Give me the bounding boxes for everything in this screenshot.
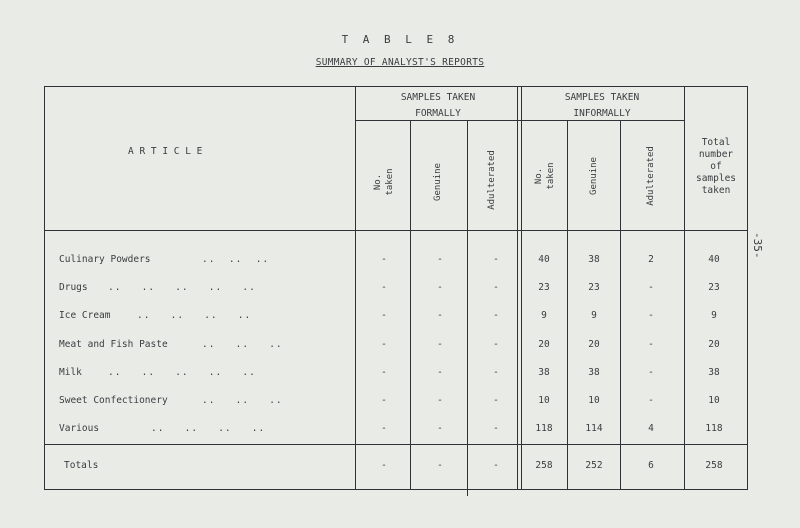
no-label: No. xyxy=(534,167,544,185)
cell-formal-adulterated: - xyxy=(493,395,499,406)
totals-formal-no-taken: - xyxy=(381,460,387,471)
cell-formal-adulterated: - xyxy=(493,339,499,350)
cell-formal-genuine: - xyxy=(437,339,443,350)
totals-informal-adulterated: 6 xyxy=(648,460,654,471)
row-leader-dots: .. .. .. .. .. xyxy=(108,367,256,378)
cell-informal-genuine: 38 xyxy=(588,254,600,265)
cell-formal-adulterated: - xyxy=(493,423,499,434)
cell-formal-no-taken: - xyxy=(381,339,387,350)
cell-formal-genuine: - xyxy=(437,367,443,378)
header-informal-line1: SAMPLES TAKEN xyxy=(564,92,640,103)
row-leader-dots: .. .. .. xyxy=(202,254,270,265)
cell-informal-adulterated: - xyxy=(648,367,654,378)
cell-total: 38 xyxy=(708,367,720,378)
totals-informal-no-taken: 258 xyxy=(535,460,553,471)
subtitle-text: SUMMARY OF ANALYST'S REPORTS xyxy=(315,57,485,68)
header-informal-no-taken xyxy=(533,162,557,189)
table-title: T A B L E 8 xyxy=(341,33,459,46)
totals-formal-adulterated: - xyxy=(493,460,499,471)
cell-total: 40 xyxy=(708,254,720,265)
cell-formal-no-taken: - xyxy=(381,367,387,378)
header-total-1: Total xyxy=(701,137,731,148)
header-informal-genuine: Genuine xyxy=(589,157,599,195)
header-formal-no-taken xyxy=(372,168,396,195)
cell-informal-no-taken: 118 xyxy=(535,423,553,434)
cell-formal-genuine: - xyxy=(437,423,443,434)
taken-label: taken xyxy=(546,162,556,190)
cell-informal-adulterated: - xyxy=(648,339,654,350)
cell-total: 10 xyxy=(708,395,720,406)
no-label: No. xyxy=(373,173,383,191)
col-rule-i2 xyxy=(620,120,621,490)
cell-formal-no-taken: - xyxy=(381,310,387,321)
cell-formal-adulterated: - xyxy=(493,367,499,378)
cell-total: 23 xyxy=(708,282,720,293)
cell-formal-adulterated: - xyxy=(493,282,499,293)
row-article: Meat and Fish Paste xyxy=(59,339,168,350)
header-total-5: taken xyxy=(701,185,731,196)
row-article: Various xyxy=(59,423,100,434)
table-right-border xyxy=(747,86,748,490)
cell-formal-no-taken: - xyxy=(381,395,387,406)
cell-informal-adulterated: - xyxy=(648,310,654,321)
cell-informal-adulterated: - xyxy=(648,282,654,293)
col-rule-formal-b xyxy=(521,86,522,490)
row-article: Culinary Powders xyxy=(59,254,151,265)
group-header-rule xyxy=(355,120,684,121)
col-rule-f2 xyxy=(467,120,468,496)
row-leader-dots: .. .. .. xyxy=(202,395,283,406)
header-article: A R T I C L E xyxy=(128,146,203,157)
cell-formal-adulterated: - xyxy=(493,310,499,321)
header-total-2: number xyxy=(698,149,734,160)
col-rule-article xyxy=(355,86,356,490)
cell-informal-no-taken: 10 xyxy=(538,395,550,406)
header-formal-line1: SAMPLES TAKEN xyxy=(400,92,476,103)
header-informal-adulterated: Adulterated xyxy=(646,146,656,206)
cell-informal-adulterated: 4 xyxy=(648,423,654,434)
totals-formal-genuine: - xyxy=(437,460,443,471)
cell-informal-genuine: 9 xyxy=(591,310,597,321)
row-article: Milk xyxy=(59,367,82,378)
header-informal-line2: INFORMALLY xyxy=(573,108,631,119)
cell-formal-no-taken: - xyxy=(381,282,387,293)
table-left-border xyxy=(44,86,45,490)
header-formal-adulterated: Adulterated xyxy=(487,150,497,210)
col-rule-f1 xyxy=(410,120,411,490)
header-total-3: of xyxy=(710,161,722,172)
col-rule-i1 xyxy=(567,120,568,490)
totals-label: Totals xyxy=(64,460,99,471)
totals-grand-total: 258 xyxy=(705,460,723,471)
cell-formal-no-taken: - xyxy=(381,423,387,434)
row-leader-dots: .. .. .. .. xyxy=(151,423,266,434)
cell-formal-adulterated: - xyxy=(493,254,499,265)
table-bottom-border xyxy=(44,489,748,490)
cell-formal-genuine: - xyxy=(437,254,443,265)
cell-total: 9 xyxy=(711,310,717,321)
cell-informal-genuine: 10 xyxy=(588,395,600,406)
cell-informal-no-taken: 9 xyxy=(541,310,547,321)
header-bottom-rule xyxy=(44,230,748,231)
cell-total: 20 xyxy=(708,339,720,350)
taken-label: taken xyxy=(385,168,395,196)
totals-informal-genuine: 252 xyxy=(585,460,603,471)
row-leader-dots: .. .. .. .. .. xyxy=(108,282,256,293)
cell-informal-genuine: 38 xyxy=(588,367,600,378)
header-total-4: samples xyxy=(695,173,737,184)
col-rule-informal xyxy=(684,86,685,490)
cell-informal-adulterated: 2 xyxy=(648,254,654,265)
cell-formal-no-taken: - xyxy=(381,254,387,265)
cell-total: 118 xyxy=(705,423,723,434)
cell-formal-genuine: - xyxy=(437,395,443,406)
row-article: Drugs xyxy=(59,282,88,293)
table-top-border xyxy=(44,86,748,87)
cell-informal-genuine: 23 xyxy=(588,282,600,293)
cell-formal-genuine: - xyxy=(437,282,443,293)
cell-informal-genuine: 114 xyxy=(585,423,603,434)
totals-rule xyxy=(44,444,748,445)
cell-informal-no-taken: 38 xyxy=(538,367,550,378)
row-article: Sweet Confectionery xyxy=(59,395,168,406)
row-leader-dots: .. .. .. .. xyxy=(137,310,252,321)
cell-informal-genuine: 20 xyxy=(588,339,600,350)
cell-informal-no-taken: 40 xyxy=(538,254,550,265)
cell-informal-adulterated: - xyxy=(648,395,654,406)
row-leader-dots: .. .. .. xyxy=(202,339,283,350)
row-article: Ice Cream xyxy=(59,310,111,321)
cell-informal-no-taken: 20 xyxy=(538,339,550,350)
col-rule-formal-a xyxy=(517,86,518,490)
cell-formal-genuine: - xyxy=(437,310,443,321)
header-formal-genuine: Genuine xyxy=(433,163,443,201)
cell-informal-no-taken: 23 xyxy=(538,282,550,293)
header-formal-line2: FORMALLY xyxy=(415,108,461,119)
page-number: -35- xyxy=(751,232,764,259)
